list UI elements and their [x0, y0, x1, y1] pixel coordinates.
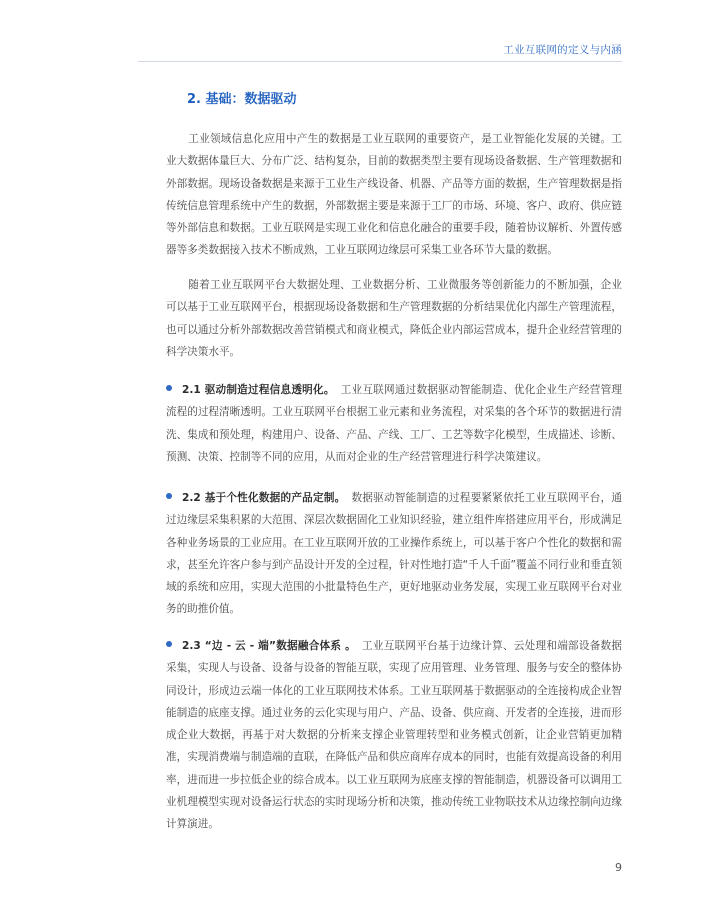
- bullet-lead: 2.1 驱动制造过程信息透明化。: [182, 384, 335, 396]
- bullet-text: 工业互联网通过数据驱动智能制造、优化企业生产经营管理流程的过程清晰透明。工业互联网平台根据工业元素和业务流程，对采集的各个环节的数据进行清洗、集成和预处理，构建用户、设备、产品、产线、工厂、工艺等数字化模型，生成描述、诊断、预测、决策、控制等不同的应用，从而对企业的生产经营管理进行科学决策建议。: [166, 384, 622, 463]
- paragraph-text: 随着工业互联网平台大数据处理、工业数据分析、工业微服务等创新能力的不断加强，企业可以基于工业互联网平台，根据现场设备数据和生产管理数据的分析结果优化内部生产管理流程，也可以通过分析外部数据改善营销模式和商业模式，降低企业内部运营成本，提升企业经营管理的科学决策水平。: [166, 279, 622, 358]
- bullet-item-customization: [166, 487, 622, 621]
- paragraph-platform-capability: [166, 274, 622, 363]
- bullet-lead: 2.3 “边 - 云 - 端”数据融合体系 。: [182, 640, 357, 652]
- paragraph-data-assets: [166, 128, 622, 262]
- running-header: 工业互联网的定义与内涵: [503, 44, 622, 56]
- bullet-lead: 2.2 基于个性化数据的产品定制。: [182, 492, 346, 504]
- bullet-text: 数据驱动智能制造的过程要紧紧依托工业互联网平台，通过边缘层采集积累的大范围、深层次数据固化工业知识经验，建立组件库搭建应用平台，形成满足各种业务场景的工业应用。在工业互联网开放的工业操作系统上，可以基于客户个性化的数据和需求，甚至允许客户参与到产品设计开发的全过程，针对性地打造“千人千面”覆盖不同行业和垂直领域的系统和应用，实现大范围的小批量特色生产，更好地驱动业务发展，实现工业互联网平台对业务的助推价值。: [166, 492, 622, 616]
- section-title: 2. 基础：数据驱动: [187, 92, 297, 107]
- page-number: 9: [615, 861, 622, 874]
- bullet-dot-icon: [166, 385, 172, 391]
- bullet-item-edge-cloud: [166, 635, 622, 836]
- bullet-text: 工业互联网平台基于边缘计算、云处理和端部设备数据采集，实现人与设备、设备与设备的智能互联，实现了应用管理、业务管理、服务与安全的整体协同设计，形成边云端一体化的工业互联网技术体系。工业互联网基于数据驱动的全连接构成企业智能制造的底座支撑。通过业务的云化实现与用户、产品、设备、供应商、开发者的全连接，进而形成企业大数据，再基于对大数据的分析来支撑企业管理转型和业务模式创新，让企业营销更加精准，实现消费端与制造端的直联，在降低产品和供应商库存成本的同时，也能有效提高设备的利用率，进而进一步拉低企业的综合成本。以工业互联网为底座支撑的智能制造，机器设备可以调用工业机理模型实现对设备运行状态的实时现场分析和决策，推动传统工业物联技术从边缘控制向边缘计算演进。: [166, 640, 622, 831]
- bullet-dot-icon: [166, 641, 172, 647]
- paragraph-text: 工业领域信息化应用中产生的数据是工业互联网的重要资产，是工业智能化发展的关键。工业大数据体量巨大、分布广泛、结构复杂，目前的数据类型主要有现场设备数据、生产管理数据和外部数据。现场设备数据是来源于工业生产线设备、机器、产品等方面的数据，生产管理数据是指传统信息管理系统中产生的数据，外部数据主要是来源于工厂的市场、环境、客户、政府、供应链等外部信息和数据。工业互联网是实现工业化和信息化融合的重要手段，随着协议解析、外置传感器等多类数据接入技术不断成熟，工业互联网边缘层可采集工业各环节大量的数据。: [166, 133, 622, 257]
- bullet-dot-icon: [166, 493, 172, 499]
- header-rule: [138, 61, 622, 62]
- bullet-item-transparency: [166, 379, 622, 468]
